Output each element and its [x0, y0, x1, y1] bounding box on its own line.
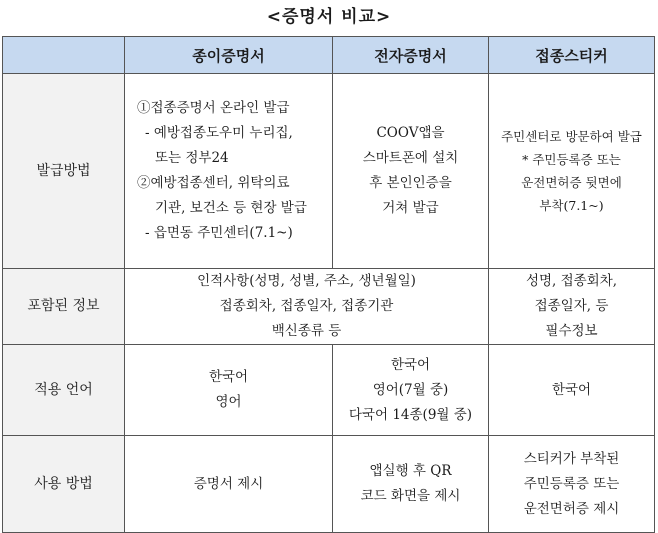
cell-line: 거쳐 발급 — [382, 200, 439, 216]
cell-lang-paper — [125, 345, 333, 436]
cell-info-paper-electronic — [125, 269, 489, 345]
cell-line: - 예방접종도우미 누리집, — [145, 125, 293, 141]
cell-line: 후 본인인증을 — [369, 175, 452, 191]
cell-lang-sticker — [489, 345, 655, 436]
cell-line: 인적사항(성명, 성별, 주소, 생년월일) — [197, 273, 416, 289]
header-electronic: 전자증명서 — [333, 37, 489, 74]
cell-line: 한국어 — [208, 369, 249, 385]
cell-line: 한국어 — [390, 356, 431, 373]
cell-usage-sticker — [489, 436, 655, 533]
cell-issue-paper — [125, 74, 333, 269]
certificate-comparison-table — [2, 36, 655, 533]
cell-line: 접종회차, 접종일자, 접종기관 — [219, 298, 394, 314]
cell-usage-paper — [125, 436, 333, 533]
row-issue-method — [3, 74, 655, 269]
row-language — [3, 345, 655, 436]
cell-line: 주민센터로 방문하여 발급 — [501, 129, 642, 144]
cell-line: 다국어 14종(9월 중) — [348, 406, 473, 423]
header-paper: 종이증명서 — [125, 37, 333, 74]
cell-line: - 읍면동 주민센터(7.1~) — [145, 225, 293, 241]
cell-line: 백신종류 등 — [271, 323, 342, 339]
cell-line: * 주민등록증 또는 — [522, 152, 621, 167]
cell-line: 기관, 보건소 등 현장 발급 — [155, 200, 307, 216]
cell-line: ②예방접종센터, 위탁의료 — [137, 175, 290, 191]
cell-line: 코드 화면을 제시 — [360, 488, 461, 504]
cell-issue-electronic — [333, 74, 489, 269]
cell-info-sticker — [489, 269, 655, 345]
page-title: <증명서 비교> — [266, 7, 392, 27]
cell-line: 운전면허증 뒷면에 — [521, 175, 622, 190]
cell-line: 주민등록증 또는 — [523, 475, 620, 492]
cell-lang-electronic — [333, 345, 489, 436]
header-row — [3, 37, 655, 74]
cell-line: 운전면허증 제시 — [523, 500, 620, 517]
header-corner — [3, 37, 125, 74]
cell-line: 영어(7월 중) — [372, 381, 449, 398]
row-usage — [3, 436, 655, 533]
cell-issue-sticker — [489, 74, 655, 269]
row-label-info: 포함된 정보 — [3, 269, 125, 345]
cell-line: 한국어 — [551, 381, 592, 398]
cell-usage-electronic — [333, 436, 489, 533]
cell-line: 접종일자, 등 — [534, 298, 609, 314]
cell-line: 부착(7.1~) — [539, 198, 604, 213]
cell-line: 영어 — [215, 394, 242, 410]
row-label-usage: 사용 방법 — [3, 436, 125, 533]
cell-line: 또는 정부24 — [155, 150, 229, 166]
cell-line: 앱실행 후 QR — [369, 463, 452, 479]
row-label-language: 적용 언어 — [3, 345, 125, 436]
cell-line: 스티커가 부착된 — [523, 450, 620, 467]
cell-line: 스마트폰에 설치 — [362, 150, 459, 166]
cell-line: ①접종증명서 온라인 발급 — [137, 100, 290, 116]
header-sticker: 접종스티커 — [489, 37, 655, 74]
row-label-issue: 발급방법 — [3, 74, 125, 269]
cell-line: 필수정보 — [545, 323, 598, 339]
cell-line: COOV앱을 — [376, 125, 445, 141]
row-included-info — [3, 269, 655, 345]
cell-line: 증명서 제시 — [193, 475, 264, 492]
cell-line: 성명, 접종회차, — [525, 273, 618, 289]
